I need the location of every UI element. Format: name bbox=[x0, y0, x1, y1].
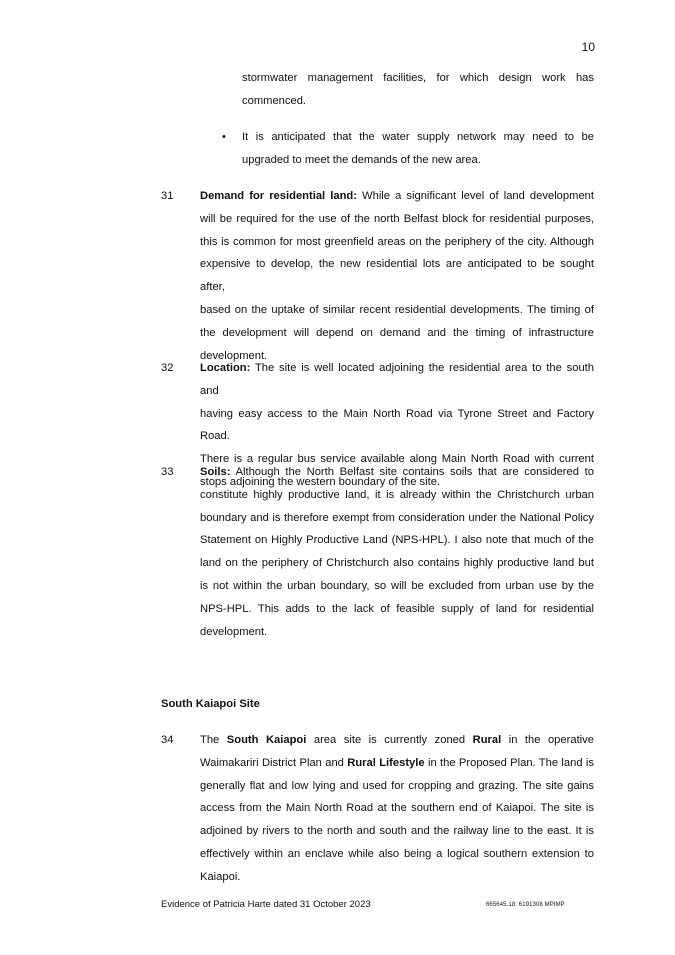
text-line bbox=[200, 461, 594, 484]
text-line: this is common for most greenfield areas on the periphery of the city. Although bbox=[200, 235, 594, 248]
text-line bbox=[200, 729, 594, 752]
text-line bbox=[200, 357, 594, 403]
text-run: Waimakariri District Plan and bbox=[200, 756, 348, 769]
text-run: While a significant level of land development bbox=[356, 190, 594, 202]
bullet-item bbox=[242, 67, 594, 113]
text-run: in the operative bbox=[501, 734, 594, 746]
text-run: The site is well located adjoining the residential area to the south and bbox=[200, 362, 594, 397]
paragraph-lead: Location: bbox=[200, 362, 251, 374]
text-line: generally flat and low lying and used for cropping and grazing. The site gains bbox=[200, 779, 594, 792]
paragraph bbox=[200, 185, 594, 367]
text-line: upgraded to meet the demands of the new area. bbox=[242, 153, 481, 166]
bold-term: Rural bbox=[472, 734, 502, 746]
text-line: commenced. bbox=[242, 94, 307, 107]
text-line: It is anticipated that the water supply network may need to be bbox=[242, 131, 594, 143]
text-line: adjoined by rivers to the north and south and the railway line to the east. It is bbox=[200, 825, 594, 838]
text-line: effectively within an enclave while also being a logical southern extension to bbox=[200, 847, 594, 860]
text-line: development. bbox=[200, 625, 268, 638]
text-line: Kaiapoi. bbox=[200, 870, 241, 883]
text-line: development. bbox=[200, 349, 268, 362]
section-heading: South Kaiapoi Site bbox=[161, 698, 260, 710]
footer-text: Evidence of Patricia Harte dated 31 October 2023 bbox=[161, 899, 371, 910]
text-run: area site is currently zoned bbox=[306, 734, 473, 746]
text-line: boundary and is therefore exempt from consideration under the National Policy bbox=[200, 511, 594, 524]
page-number: 10 bbox=[581, 40, 595, 54]
text-line: based on the uptake of similar recent residential developments. The timing of bbox=[200, 303, 594, 316]
text-line: land on the periphery of Christchurch also contains highly productive land but bbox=[200, 557, 594, 570]
text-line: having easy access to the Main North Road via Tyrone Street and Factory Road. bbox=[200, 407, 594, 443]
text-line: NPS-HPL. This adds to the lack of feasible supply of land for residential bbox=[200, 602, 594, 615]
paragraph-number: 31 bbox=[161, 190, 174, 202]
text-line: access from the Main North Road at the southern end of Kaiapoi. The site is bbox=[200, 802, 594, 815]
text-line: is not within the urban boundary, so will be excluded from urban use by the bbox=[200, 579, 594, 592]
text-run: Although the North Belfast site contains soils that are considered to bbox=[230, 466, 594, 478]
text-line: Statement on Highly Productive Land (NPS-HPL). I also note that much of the bbox=[200, 534, 594, 547]
bullet-item bbox=[242, 126, 594, 172]
text-line: There is a regular bus service available along Main North Road with current bbox=[200, 453, 594, 466]
text-line bbox=[200, 185, 594, 208]
text-line: the development will depend on demand and the timing of infrastructure bbox=[200, 326, 594, 339]
bullet-marker: • bbox=[222, 131, 226, 143]
paragraph-number: 34 bbox=[161, 734, 174, 746]
text-line bbox=[200, 752, 594, 775]
text-line: constitute highly productive land, it is already within the Christchurch urban bbox=[200, 488, 594, 501]
paragraph-number: 33 bbox=[161, 466, 174, 478]
paragraph-lead: Demand for residential land: bbox=[200, 190, 357, 202]
text-run: in the Proposed Plan. The land is bbox=[424, 756, 594, 769]
text-line: expensive to develop, the new residential lots are anticipated to be sought after, bbox=[200, 258, 594, 294]
text-line: will be required for the use of the north Belfast block for residential purposes, bbox=[200, 212, 594, 225]
bold-term: Rural Lifestyle bbox=[347, 756, 425, 769]
text-line: stops adjoining the western boundary of the site. bbox=[200, 475, 441, 488]
paragraph-lead: Soils: bbox=[200, 466, 231, 478]
paragraph bbox=[200, 729, 594, 889]
footer-reference: 665645.18: 6191308 MPIMP bbox=[486, 902, 565, 908]
text-line: stormwater management facilities, for which design work has bbox=[242, 72, 594, 84]
paragraph-number: 32 bbox=[161, 362, 174, 374]
paragraph bbox=[200, 461, 594, 643]
text-run: The bbox=[200, 734, 227, 746]
bold-term: South Kaiapoi bbox=[226, 734, 307, 746]
